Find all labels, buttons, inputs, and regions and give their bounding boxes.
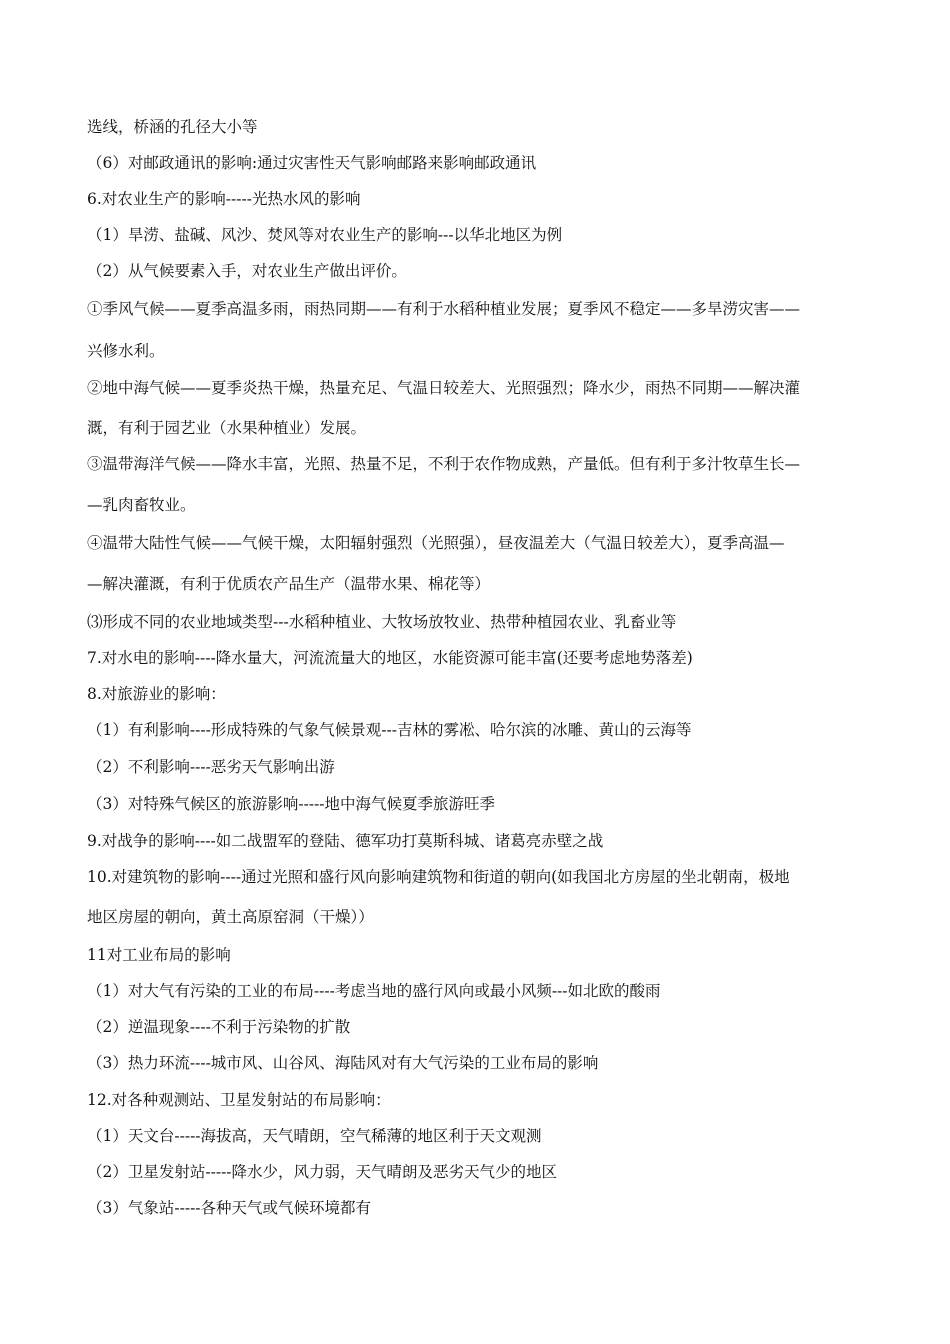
text-line: （1）旱涝、盐碱、风沙、焚风等对农业生产的影响---以华北地区为例	[87, 226, 563, 244]
text-line: 12.对各种观测站、卫星发射站的布局影响：	[87, 1091, 391, 1109]
text-line: （2）逆温现象----不利于污染物的扩散	[87, 1018, 351, 1036]
text-line: （3）气象站-----各种天气或气候环境都有	[87, 1199, 372, 1217]
text-line: 溉，有利于园艺业（水果种植业）发展。	[87, 419, 367, 437]
text-line: （2）不利影响----恶劣天气影响出游	[87, 758, 335, 776]
text-line: 选线，桥涵的孔径大小等	[87, 118, 258, 136]
text-line: （1）天文台-----海拔高，天气晴朗，空气稀薄的地区利于天文观测	[87, 1127, 542, 1145]
text-line: （3）热力环流----城市风、山谷风、海陆风对有大气污染的工业布局的影响	[87, 1054, 599, 1072]
text-line: （2）从气候要素入手，对农业生产做出评价。	[87, 262, 407, 280]
text-line: （2）卫星发射站-----降水少，风力弱，天气晴朗及恶劣天气少的地区	[87, 1163, 558, 1181]
text-line: —解决灌溉，有利于优质农产品生产（温带水果、棉花等）	[87, 575, 491, 593]
text-line: （1）对大气有污染的工业的布局----考虑当地的盛行风向或最小风频---如北欧的酸雨	[87, 982, 661, 1000]
text-line: （6）对邮政通讯的影响:通过灾害性天气影响邮路来影响邮政通讯	[87, 154, 537, 172]
text-line: （3）对特殊气候区的旅游影响-----地中海气候夏季旅游旺季	[87, 795, 496, 813]
text-line: 9.对战争的影响----如二战盟军的登陆、德军功打莫斯科城、诸葛亮赤壁之战	[87, 832, 604, 850]
text-line: —乳肉畜牧业。	[87, 496, 196, 514]
text-line: 7.对水电的影响----降水量大，河流流量大的地区，水能资源可能丰富(还要考虑地势落差)	[87, 649, 693, 667]
text-line: ③温带海洋气候——降水丰富，光照、热量不足，不利于农作物成熟，产量低。但有利于多汁牧草生长—	[87, 455, 801, 473]
text-line: ⑶形成不同的农业地域类型---水稻种植业、大牧场放牧业、热带种植园农业、乳畜业等	[87, 613, 677, 631]
text-line: ①季风气候——夏季高温多雨，雨热同期——有利于水稻种植业发展；夏季风不稳定——多旱涝灾害——	[87, 300, 801, 318]
text-line: （1）有利影响----形成特殊的气象气候景观---吉林的雾凇、哈尔滨的冰雕、黄山的云海等	[87, 721, 692, 739]
text-line: 8.对旅游业的影响：	[87, 685, 226, 703]
text-line: 兴修水利。	[87, 342, 165, 360]
text-line: 10.对建筑物的影响----通过光照和盛行风向影响建筑物和街道的朝向(如我国北方房屋的坐北朝南，极地	[87, 868, 790, 886]
text-line: 6.对农业生产的影响-----光热水风的影响	[87, 190, 361, 208]
text-line: 地区房屋的朝向，黄土高原窑洞（干燥））	[87, 908, 374, 926]
text-line: ②地中海气候——夏季炎热干燥，热量充足、气温日较差大、光照强烈；降水少，雨热不同期——解决灌	[87, 379, 801, 397]
text-line: 11对工业布局的影响	[87, 946, 231, 964]
text-line: ④温带大陆性气候——气候干燥，太阳辐射强烈（光照强），昼夜温差大（气温日较差大），夏季高温—	[87, 534, 785, 552]
